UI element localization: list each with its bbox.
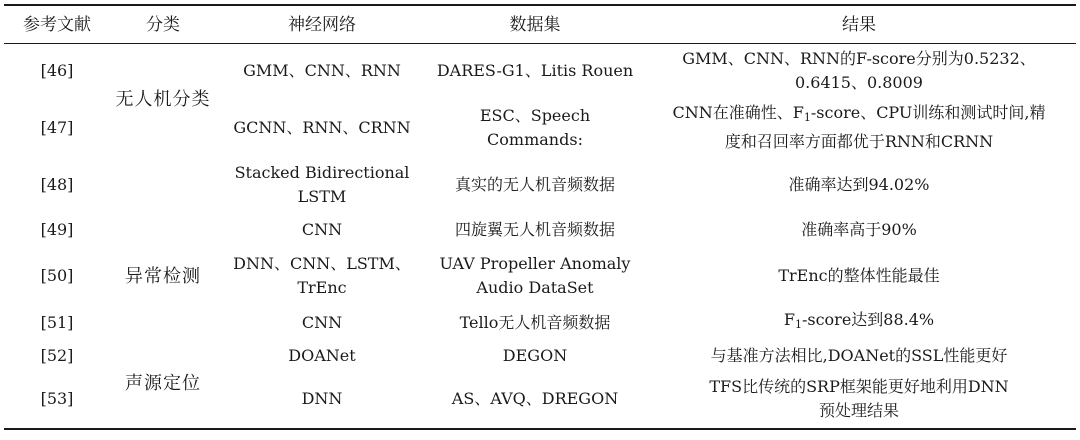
ref-cell: [49]: [40, 219, 74, 239]
header-reference: 参考文献: [23, 14, 91, 35]
result-line: TFS比传统的SRP框架能更好地利用DNN: [709, 377, 1009, 396]
header-category: 分类: [146, 14, 180, 35]
subscript: 1: [803, 111, 811, 124]
result-text: F: [783, 310, 795, 329]
nn-cell: [216, 247, 428, 305]
result-cell: [642, 371, 1076, 429]
result-cell: [642, 305, 1076, 341]
header-neural-network: 神经网络: [288, 14, 356, 35]
header-row: [4, 5, 1076, 44]
category-sound-source-localization: 声源定位: [125, 373, 201, 394]
nn-cell: CNN: [301, 312, 343, 332]
dataset-cell: DARES-G1、Litis Rouen: [436, 61, 634, 81]
table-row: [4, 213, 1076, 247]
ref-cell: [51]: [40, 312, 74, 332]
ref-cell: [47]: [40, 117, 74, 137]
result-line: 度和召回率方面都优于RNN和CRNN: [724, 132, 994, 151]
table-row: [4, 157, 1076, 213]
table-row: [4, 341, 1076, 371]
result-cell: [642, 99, 1076, 157]
nn-line: DNN、CNN、LSTM、: [233, 253, 411, 273]
ref-cell: [53]: [40, 389, 74, 408]
result-cell: 准确率达到94.02%: [788, 174, 930, 194]
result-text: -score、CPU训练和测试时间,精: [810, 103, 1046, 122]
nn-cell: CNN: [301, 219, 343, 239]
subscript: 1: [794, 318, 802, 331]
result-line: GMM、CNN、RNN的F-score分别为0.5232、: [682, 49, 1036, 69]
category-uav-classification: 无人机分类: [115, 89, 211, 111]
result-text: -score达到88.4%: [801, 310, 935, 329]
header-dataset: 数据集: [509, 14, 561, 35]
dataset-cell: 真实的无人机音频数据: [454, 174, 615, 194]
nn-line: LSTM: [297, 186, 347, 206]
nn-line: Stacked Bidirectional: [234, 162, 410, 182]
nn-cell: GMM、CNN、RNN: [243, 61, 401, 81]
dataset-cell: [428, 247, 642, 305]
comparison-table-container: [4, 4, 1076, 430]
result-line: [646, 101, 1072, 130]
ref-cell: [52]: [40, 345, 74, 365]
dataset-line: Audio DataSet: [476, 277, 594, 297]
dataset-cell: AS、AVQ、DREGON: [451, 389, 619, 408]
result-text: CNN在准确性、F: [672, 103, 804, 122]
ref-cell: [46]: [40, 61, 74, 81]
nn-cell: GCNN、RNN、CRNN: [233, 117, 411, 137]
dataset-cell: DEGON: [502, 345, 568, 365]
nn-cell: DOANet: [288, 345, 356, 365]
ref-cell: [50]: [40, 265, 74, 285]
dataset-cell: Tello无人机音频数据: [459, 312, 611, 332]
result-line: 预处理结果: [818, 401, 899, 420]
dataset-cell: 四旋翼无人机音频数据: [454, 219, 615, 239]
ref-cell: [48]: [40, 174, 74, 194]
result-cell: [642, 44, 1076, 99]
table-row: [4, 44, 1076, 99]
result-cell: 与基准方法相比,DOANet的SSL性能更好: [710, 345, 1008, 365]
category-empty: [110, 157, 216, 213]
header-result: 结果: [842, 14, 876, 35]
dataset-line: UAV Propeller Anomaly: [439, 253, 631, 273]
nn-line: TrEnc: [297, 277, 347, 297]
result-cell: TrEnc的整体性能最佳: [778, 265, 940, 285]
comparison-table: [4, 4, 1076, 430]
result-line: 0.6415、0.8009: [795, 73, 923, 93]
nn-cell: [216, 157, 428, 213]
dataset-cell: ESC、Speech Commands:: [479, 105, 591, 149]
result-cell: 准确率高于90%: [801, 219, 917, 239]
nn-cell: DNN: [301, 389, 343, 408]
category-anomaly-detection: 异常检测: [125, 265, 201, 287]
